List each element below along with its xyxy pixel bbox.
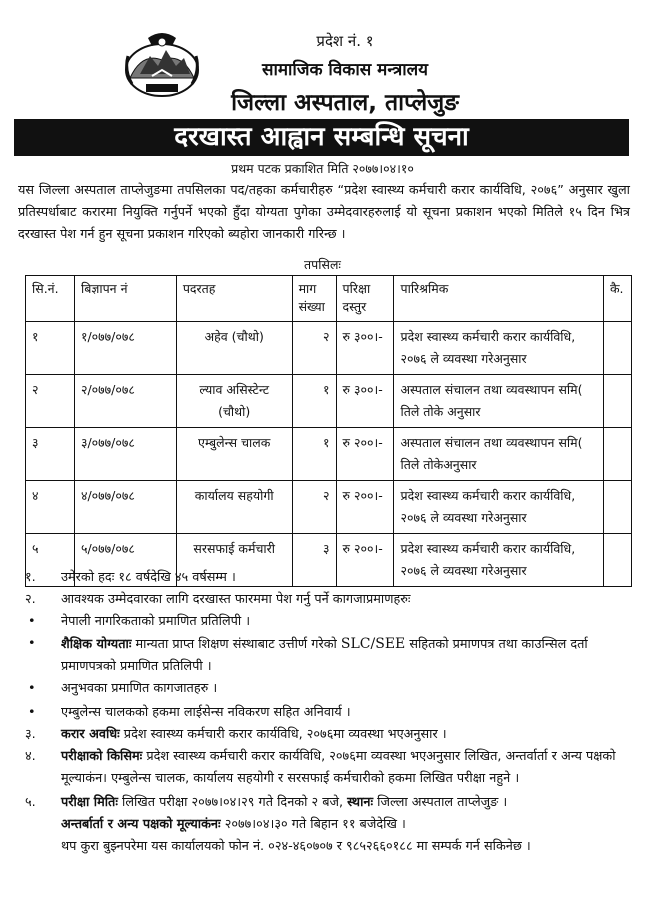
cell-post: ल्याव असिस्टेन्ट (चौथो)	[176, 375, 292, 428]
cell-fee: रु ३००।-	[336, 322, 394, 375]
note-number: २.	[25, 592, 36, 607]
vacancy-table	[25, 275, 632, 587]
cell-ad-no: ३/०७७/०७८	[74, 428, 176, 481]
exam-type-text: प्रदेश स्वास्थ्य कर्मचारी करार कार्यविधि, २०७६मा व्यवस्था भएअनुसार लिखित, अन्तर्वार्ता र अन्य पक्षको मूल्याकंन। एम्बुलेन्स चालक, कार्यालय सहयोगी र सरसफाई कर्मचारीको हकमा लिखित परीक्षा नहुने ।	[61, 749, 616, 786]
cell-qty: २	[292, 481, 336, 534]
cell-post: कार्यालय सहयोगी	[176, 481, 292, 534]
cell-salary: प्रदेश स्वास्थ्य कर्मचारी करार कार्यविधि, २०७६ ले व्यवस्था गरेअनुसार	[394, 322, 603, 375]
hospital-name: जिल्ला अस्पताल, ताप्लेजुङ	[231, 90, 459, 116]
note-age-limit	[25, 567, 632, 589]
contract-label: करार अवधिः	[61, 727, 120, 742]
table-header-row	[26, 276, 632, 322]
bullet-icon: •	[28, 705, 36, 720]
cell-sn: ४	[26, 481, 75, 534]
cell-sn: ३	[26, 428, 75, 481]
exam-date-label: परीक्षा मितिः	[61, 795, 118, 810]
cell-post: अहेव (चौथो)	[176, 322, 292, 375]
note-contract-period	[25, 724, 632, 746]
header-fee: परिक्षा दस्तुर	[336, 276, 394, 322]
bullet-icon: •	[28, 614, 36, 629]
bullet-icon: •	[28, 636, 36, 651]
bullet-text: अनुभवका प्रमाणित कागजातहरु ।	[61, 681, 218, 696]
exam-venue-text: जिल्ला अस्पताल ताप्लेजुङ ।	[373, 795, 508, 810]
interview-text: २०७७।०४।३० गते बिहान ११ बजेदेखि ।	[220, 817, 406, 832]
header-post: पदरतह	[176, 276, 292, 322]
details-label: तपसिलः	[304, 257, 341, 272]
intro-paragraph: यस जिल्ला अस्पताल ताप्लेजुङमा तपसिलका पद/तहका कर्मचारीहरु “प्रदेश स्वास्थ्य कर्मचारी करार कार्यविधि, २०७६” अनुसार खुला प्रतिस्पर्धाबाट करारमा नियुक्ति गर्नुपर्ने भएको हुँदा योग्यता पुगेका उम्मेदवारहरुलाई यो सूचना प्रकाशन भएको मितिले १५ दिन भित्र दरखास्त पेश गर्न हुन सूचना प्रकाशन गरिएको ब्यहोरा जानकारी गरिन्छ ।	[18, 183, 630, 242]
cell-sn: ५	[26, 534, 75, 587]
cell-salary: अस्पताल संचालन तथा व्यवस्थापन समि( तिले तोके अनुसार	[394, 375, 603, 428]
bullet-citizenship	[25, 611, 632, 633]
education-label: शैक्षिक योग्यताः	[61, 637, 132, 652]
cell-ad-no: ५/०७७/०७८	[74, 534, 176, 587]
note-text	[61, 746, 632, 790]
header-qty: माग संख्या	[292, 276, 336, 322]
cell-remarks	[603, 428, 631, 481]
note-number: १.	[25, 570, 36, 585]
note-exam-type	[25, 746, 632, 790]
note-exam-date	[25, 792, 632, 858]
table-row	[26, 322, 632, 375]
province-label: प्रदेश नं. १	[316, 32, 374, 50]
slc-see-text: SLC/SEE	[340, 636, 406, 652]
header-sn: सि.नं.	[26, 276, 75, 322]
note-text	[61, 792, 632, 858]
cell-ad-no: १/०७७/०७८	[74, 322, 176, 375]
cell-sn: २	[26, 375, 75, 428]
cell-salary: अस्पताल संचालन तथा व्यवस्थापन समि( तिले तोकेअनुसार	[394, 428, 603, 481]
notes-section	[25, 567, 632, 858]
cell-remarks	[603, 375, 631, 428]
note-text	[61, 724, 632, 746]
cell-fee: रु २००।-	[336, 428, 394, 481]
exam-date-text: लिखित परीक्षा २०७७।०४।२९ गते दिनको २ बजे,	[117, 795, 348, 810]
cell-remarks	[603, 322, 631, 375]
note-number: ४.	[25, 749, 36, 764]
bullet-education	[25, 633, 632, 678]
bullet-license	[25, 702, 632, 724]
cell-post: सरसफाई कर्मचारी	[176, 534, 292, 587]
bullet-text	[61, 633, 632, 678]
header-ad-no: बिज्ञापन नं	[74, 276, 176, 322]
cell-post: एम्बुलेन्स चालक	[176, 428, 292, 481]
note-required-documents	[25, 589, 632, 611]
note-number: ५.	[25, 795, 36, 810]
table-row	[26, 428, 632, 481]
cell-ad-no: ४/०७७/०७८	[74, 481, 176, 534]
cell-sn: १	[26, 322, 75, 375]
note-number: ३.	[25, 727, 36, 742]
cell-remarks	[603, 481, 631, 534]
exam-type-label: परीक्षाको किसिमः	[61, 749, 143, 764]
bullet-text: एम्बुलेन्स चालकको हकमा लाईसेन्स नविकरण सहित अनिवार्य ।	[61, 705, 351, 720]
header-remarks: कै.	[603, 276, 631, 322]
education-text-after: सहितको प्रमाणपत्र तथा काउन्सिल दर्ता प्रमाणपत्रको प्रमाणित प्रतिलिपी ।	[61, 637, 588, 674]
cell-qty: १	[292, 428, 336, 481]
note-text: उमेरको हदः १८ वर्षदेखि ४५ वर्षसम्म ।	[61, 570, 236, 585]
interview-label: अन्तर्बार्ता र अन्य पक्षको मूल्याकंनः	[61, 817, 221, 832]
cell-salary: प्रदेश स्वास्थ्य कर्मचारी करार कार्यविधि, २०७६ ले व्यवस्था गरेअनुसार	[394, 481, 603, 534]
bullet-experience	[25, 678, 632, 700]
cell-ad-no: २/०७७/०७८	[74, 375, 176, 428]
contract-text: प्रदेश स्वास्थ्य कर्मचारी करार कार्यविधि, २०७६मा व्यवस्था भएअनुसार ।	[119, 727, 447, 742]
ministry-name: सामाजिक विकास मन्त्रालय	[261, 60, 429, 80]
cell-fee: रु २००।-	[336, 534, 394, 587]
first-published-date: प्रथम पटक प्रकाशित मिति २०७७।०४।१०	[231, 161, 414, 176]
cell-salary: प्रदेश स्वास्थ्य कर्मचारी करार कार्यविधि, २०७६ ले व्यवस्था गरेअनुसार	[394, 534, 603, 587]
notice-page	[4, 4, 641, 899]
education-text-before: मान्यता प्राप्त शिक्षण संस्थाबाट उत्तीर्ण गरेको	[131, 637, 341, 652]
exam-venue-label: स्थानः	[347, 795, 374, 810]
notice-title-banner: दरखास्त आह्वान सम्बन्धि सूचना	[14, 119, 629, 156]
cell-qty: ३	[292, 534, 336, 587]
cell-qty: १	[292, 375, 336, 428]
bullet-text: नेपाली नागरिकताको प्रमाणित प्रतिलिपी ।	[61, 614, 251, 629]
table-row	[26, 375, 632, 428]
contact-info: थप कुरा बुझ्नपरेमा यस कार्यालयको फोन नं. ०२४-४६०७०७ र ९८५२६६०१८८ मा सम्पर्क गर्न सकिनेछ ।	[61, 839, 531, 854]
header-salary: पारिश्रमिक	[394, 276, 603, 322]
cell-fee: रु २००।-	[336, 481, 394, 534]
note-text: आवश्यक उम्मेदवारका लागि दरखास्त फारममा पेश गर्नु पर्ने कागजाप्रमाणहरुः	[61, 592, 411, 607]
table-row	[26, 481, 632, 534]
cell-qty: २	[292, 322, 336, 375]
bullet-icon: •	[28, 681, 36, 696]
cell-fee: रु ३००।-	[336, 375, 394, 428]
